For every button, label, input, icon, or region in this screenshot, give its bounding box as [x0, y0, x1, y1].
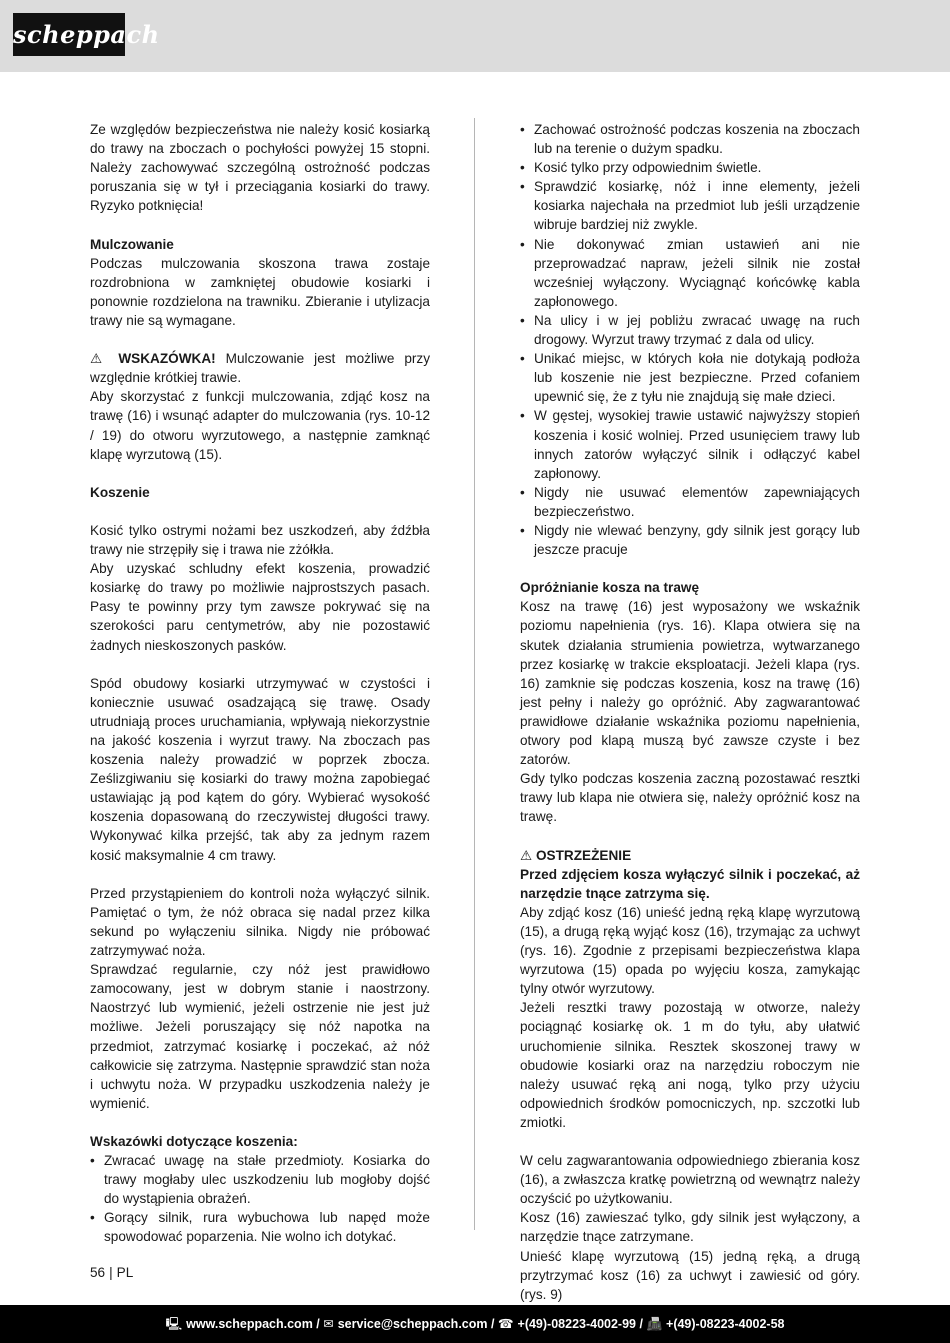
bullet-icon: •	[520, 122, 525, 137]
phone-number: +(49)-08223-4002-99 /	[517, 1317, 643, 1331]
emptying-paragraph-5: W celu zagwarantowania odpowiedniego zbierania kosz (16), a zwłaszcza kratkę powietrzną od wewnątrz należy oczyścić po użytkowaniu.	[520, 1153, 860, 1207]
mowing-paragraph-1: Kosić tylko ostrymi nożami bez uszkodzeń, aby źdźbła trawy nie strzępiły się i trawa nie zżółkła.	[90, 522, 430, 558]
safety-tips-list	[520, 120, 860, 559]
mowing-paragraph-3: Spód obudowy kosiarki utrzymywać w czystości i koniecznie usuwać osadzającą się trawę. Osady utrudniają proces uruchamiania, wpływają niekorzystnie na jakość koszenia i wyrzut trawy. Na zboczach pas koszenia należy prowadzić w poprzek zbocza. Ześlizgiwaniu się kosiarki do trawy można zapobiegać ustawiając ją pod kątem do góry. Wybierać wysokość koszenia dopasowaną do rzeczywistej długości trawy. Wykonywać kilka przejść, tak aby za jednym razem kosić maksymalnie 4 cm trawy.	[90, 675, 430, 863]
emptying-heading: Opróżnianie kosza na trawę	[520, 580, 700, 596]
mulching-note	[90, 349, 430, 387]
mowing-paragraph-5: Sprawdzać regularnie, czy nóż jest prawidłowo zamocowany, jest w dobrym stanie i naostrzony. Naostrzyć lub wymienić, jeżeli ostrzenie nie jest już możliwe. Jeżeli poruszający się nóż napotka na przedmiot, zatrzymać kosiarkę i poczekać, aż nóż całkowicie się zatrzyma. Następnie sprawdzić stan noża i uchwytu noża. W przypadku uszkodzenia należy je wymienić.	[90, 962, 430, 1111]
bullet-icon: •	[520, 522, 525, 538]
list-item: • Sprawdzić kosiarkę, nóż i inne elementy, jeżeli kosiarka najechała na przedmiot lub jeśli urządzenie wibruje bardziej niż zwykle.	[520, 179, 860, 233]
note-label: WSKAZÓWKA!	[118, 351, 216, 367]
warning-triangle-icon: ⚠	[520, 847, 533, 863]
computer-icon: 🖳	[165, 1317, 183, 1331]
mail-icon: ✉	[323, 1317, 334, 1331]
mowing-tips-heading: Wskazówki dotyczące koszenia:	[90, 1133, 298, 1149]
list-item: • Zachować ostrożność podczas koszenia na zboczach lub na terenie o dużym spadku.	[520, 122, 860, 157]
list-item: • Na ulicy i w jej pobliżu zwracać uwagę na ruch drogowy. Wyrzut trawy trzymać z dala od ulicy.	[520, 312, 860, 348]
list-item: • Zwracać uwagę na stałe przedmioty. Kosiarka do trawy mogłaby ulec uszkodzeniu lub mogłoby dojść do wystąpienia obrażeń.	[90, 1153, 430, 1207]
mowing-tips-list	[90, 1151, 430, 1246]
page-header	[0, 0, 950, 72]
phone-icon: ☎	[497, 1317, 514, 1331]
mulching-instructions: Aby skorzystać z funkcji mulczowania, zdjąć kosz na trawę (16) i wsunąć adapter do mulczowania (rys. 10-12 / 19) do otworu wyrzutowego, a następnie zamknąć klapę wyrzutową (15).	[90, 389, 430, 462]
warning-bold-text: Przed zdjęciem kosza wyłączyć silnik i poczekać, aż narzędzie tnące zatrzyma się.	[520, 866, 860, 901]
left-column	[90, 120, 430, 1247]
emptying-paragraph-1: Kosz na trawę (16) jest wyposażony we wskaźnik poziomu napełnienia (rys. 16). Klapa otwiera się na skutek działania strumienia powietrza, wytwarzanego przez kosiarkę w trakcie eksploatacji. Jeżeli klapa (rys. 16) zamknie się podczas koszenia, kosz na trawę (16) jest pełny i należy go opróżnić. Aby zagwarantować prawidłowe działanie wskaźnika poziomu napełnienia, otwory pod klapą muszą być zawsze czyste i bez zatorów.	[520, 599, 860, 768]
bullet-icon: •	[520, 236, 525, 252]
mowing-paragraph-4: Przed przystąpieniem do kontroli noża wyłączyć silnik. Pamiętać o tym, że nóż obraca się nadal przez kilka sekund po wyłączeniu silnika. Nigdy nie próbować zatrzymywać noża.	[90, 885, 430, 959]
fax-icon: 📠	[646, 1317, 663, 1331]
emptying-paragraph-3: Aby zdjąć kosz (16) unieść jedną ręką klapę wyrzutową (15), a drugą ręką wyjąć kosz (16), trzymając za uchwyt (rys. 16). Zgodnie z przepisami bezpieczeństwa klapa wyrzutowa (15) opada po wyjęciu kosza, zamykając tylny otwór wyrzutowy.	[520, 904, 860, 997]
page-number: 56 | PL	[90, 1265, 134, 1280]
list-item: • Unikać miejsc, w których koła nie dotykają podłoża lub koszenie nie jest bezpieczne. Przed cofaniem upewnić się, że z tyłu nie znajdują się małe dzieci.	[520, 351, 860, 405]
warning-triangle-icon: ⚠	[90, 351, 109, 367]
list-item: • W gęstej, wysokiej trawie ustawić najwyższy stopień koszenia i kosić wolniej. Przed usunięciem trawy lub innych zatorów wyłączyć silnik i odłączyć kabel zapłonowy.	[520, 408, 860, 481]
mulching-paragraph: Podczas mulczowania skoszona trawa zostaje rozdrobniona w zamkniętej obudowie kosiarki i ponownie rozdzielona na trawniku. Zbieranie i utylizacja trawy nie są wymagane.	[90, 255, 430, 328]
fax-number: +(49)-08223-4002-58	[666, 1317, 785, 1331]
bullet-icon: •	[520, 351, 525, 367]
warning-heading	[520, 846, 860, 865]
email-link[interactable]: service@scheppach.com /	[337, 1317, 495, 1331]
emptying-paragraph-2: Gdy tylko podczas koszenia zaczną pozostawać resztki trawy lub klapa nie otwiera się, należy opróżnić kosz na trawę.	[520, 771, 860, 825]
contact-footer	[0, 1305, 950, 1343]
mowing-heading: Koszenie	[90, 484, 150, 500]
list-item: • Nigdy nie usuwać elementów zapewniających bezpieczeństwo.	[520, 484, 860, 519]
note-text: Mulczowanie jest możliwe przy względnie krótkiej trawie.	[90, 351, 431, 386]
right-column	[520, 120, 860, 1304]
emptying-paragraph-4: Jeżeli resztki trawy pozostają w otworze, należy pociągnąć kosiarkę ok. 1 m do tyłu, aby ułatwić uruchomienie silnika. Resztek skoszonej trawy w obudowie kosiarki oraz na narzędziu roboczym nie należy usuwać ręką ani nogą, tylko przy użyciu odpowiednich środków pomocniczych, np. szczotki lub zmiotki.	[520, 1000, 860, 1130]
bullet-icon: •	[520, 484, 525, 500]
list-item: • Kosić tylko przy odpowiednim świetle.	[520, 158, 860, 177]
mulching-heading: Mulczowanie	[90, 236, 174, 252]
bullet-icon: •	[520, 179, 525, 195]
warning-label: OSTRZEŻENIE	[535, 847, 632, 863]
list-item: • Gorący silnik, rura wybuchowa lub napęd może spowodować poparzenia. Nie wolno ich dotykać.	[90, 1210, 430, 1245]
list-item: • Nigdy nie wlewać benzyny, gdy silnik jest gorący lub jeszcze pracuje	[520, 522, 860, 558]
bullet-icon: •	[90, 1210, 95, 1226]
emptying-paragraph-7: Unieść klapę wyrzutową (15) jedną ręką, a drugą przytrzymać kosz (16) za uchwyt i zawiesić od góry. (rys. 9)	[520, 1248, 860, 1302]
mowing-paragraph-2: Aby uzyskać schludny efekt koszenia, prowadzić kosiarkę do trawy po możliwie najprostszych pasach. Pasy te powinny przy tym zawsze pokrywać się na szerokości paru centymetrów, aby nie pozostawić żadnych nieskoszonych pasków.	[90, 561, 430, 653]
bullet-icon: •	[520, 160, 525, 176]
scheppach-logo: scheppach	[13, 13, 125, 56]
slope-warning-paragraph: Ze względów bezpieczeństwa nie należy kosić kosiarką do trawy na zboczach o pochyłości powyżej 15 stopni. Należy zachowywać szczególną ostrożność podczas poruszania się w tył i przeciągania kosiarki do trawy. Ryzyko potknięcia!	[90, 122, 430, 214]
website-link[interactable]: www.scheppach.com /	[186, 1317, 320, 1331]
emptying-paragraph-6: Kosz (16) zawieszać tylko, gdy silnik jest wyłączony, a narzędzie tnące zatrzymane.	[520, 1210, 860, 1245]
bullet-icon: •	[520, 408, 525, 424]
bullet-icon: •	[90, 1153, 95, 1169]
column-divider	[474, 118, 475, 1230]
list-item: • Nie dokonywać zmian ustawień ani nie przeprowadzać napraw, jeżeli silnik nie został wcześniej wyłączony. Wyciągnąć końcówkę kabla zapłonowego.	[520, 236, 860, 309]
bullet-icon: •	[520, 312, 525, 328]
